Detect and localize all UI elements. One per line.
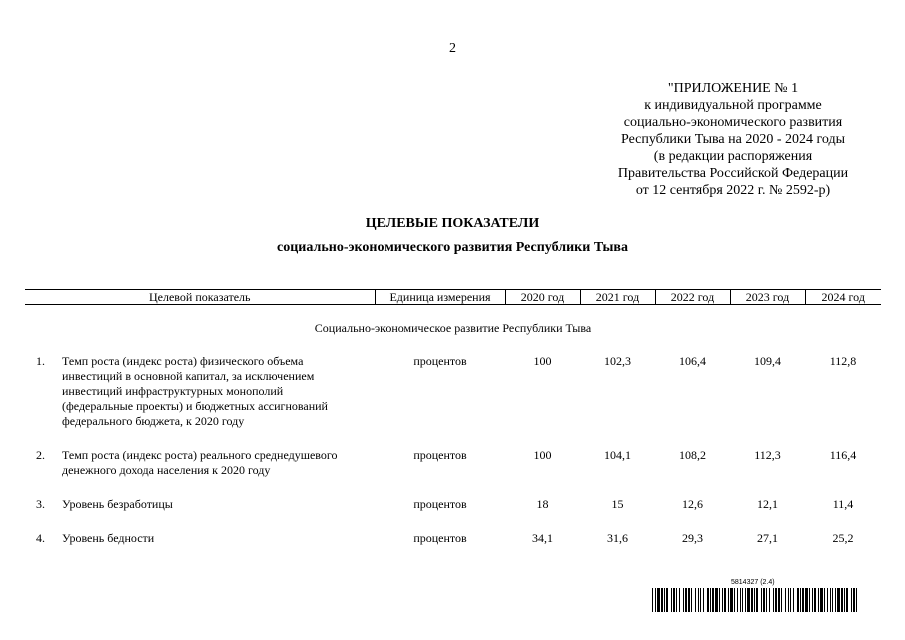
- value-cell: 34,1: [532, 531, 553, 545]
- appendix-line: Правительства Российской Федерации: [617, 166, 849, 181]
- value-cell: 18: [536, 497, 549, 511]
- section-title: Социально-экономическое развитие Республики Тыва: [314, 321, 592, 335]
- column-header: 2022 год: [655, 290, 730, 305]
- value-cell: 25,2: [832, 531, 854, 545]
- unit-cell: процентов: [413, 497, 467, 511]
- value-cell: 100: [533, 448, 552, 462]
- value-cell: 15: [611, 497, 624, 511]
- indicator-text: Уровень безработицы: [62, 497, 173, 511]
- value-cell: 109,4: [754, 354, 781, 368]
- table-header-row: [25, 290, 881, 305]
- indicator-text: Уровень бедности: [62, 531, 155, 545]
- column-header: Единица измерения: [375, 290, 505, 305]
- value-cell: 112,8: [829, 354, 857, 368]
- column-header: 2020 год: [505, 290, 580, 305]
- appendix-block: [598, 80, 868, 199]
- value-cell: 12,6: [682, 497, 703, 511]
- unit-cell: процентов: [413, 531, 467, 545]
- value-cell: 31,6: [607, 531, 628, 545]
- document-title: ЦЕЛЕВЫЕ ПОКАЗАТЕЛИ: [365, 216, 540, 231]
- value-cell: 104,1: [604, 448, 631, 462]
- indicator-cell: [25, 497, 375, 531]
- indicator-cell: [25, 531, 375, 565]
- value-cell: 102,3: [604, 354, 631, 368]
- column-header: Целевой показатель: [25, 290, 375, 305]
- table-row: [25, 497, 881, 531]
- value-cell: 11,4: [832, 497, 854, 511]
- page-number: 2: [449, 41, 456, 56]
- appendix-line: "ПРИЛОЖЕНИЕ № 1: [667, 81, 799, 96]
- row-number: 2.: [36, 448, 45, 462]
- indicator-text: Темп роста (индекс роста) физического объема инвестиций в основной капитал, за исключением инвестиций инфраструктурных монополий (федеральные проекты) и бюджетных ассигнований федерального бюджета, к 2020 году: [62, 354, 328, 428]
- barcode-icon: [652, 588, 860, 612]
- appendix-line: Республики Тыва на 2020 - 2024 годы: [620, 132, 846, 147]
- value-cell: 112,3: [754, 448, 781, 462]
- document-subtitle: социально-экономического развития Республики Тыва: [277, 240, 628, 255]
- row-number: 4.: [36, 531, 45, 545]
- indicator-cell: [25, 448, 375, 497]
- value-cell: 100: [533, 354, 552, 368]
- indicator-text: Темп роста (индекс роста) реального среднедушевого денежного дохода населения к 2020 году: [62, 448, 338, 477]
- value-cell: 27,1: [757, 531, 778, 545]
- value-cell: 116,4: [829, 448, 857, 462]
- unit-cell: процентов: [413, 354, 467, 368]
- column-header: 2024 год: [805, 290, 881, 305]
- appendix-line: (в редакции распоряжения: [653, 149, 813, 164]
- row-number: 3.: [36, 497, 45, 511]
- table-row: [25, 354, 881, 448]
- appendix-line: от 12 сентября 2022 г. № 2592-р): [635, 183, 831, 198]
- column-header: 2023 год: [730, 290, 805, 305]
- appendix-line: к индивидуальной программе: [644, 98, 822, 113]
- value-cell: 108,2: [679, 448, 706, 462]
- value-cell: 29,3: [682, 531, 703, 545]
- targets-table: [25, 289, 881, 565]
- value-cell: 106,4: [679, 354, 706, 368]
- appendix-line: социально-экономического развития: [623, 115, 843, 130]
- barcode-number: 5814327 (2.4): [731, 579, 775, 586]
- row-number: 1.: [36, 354, 45, 368]
- unit-cell: процентов: [413, 448, 467, 462]
- value-cell: 12,1: [757, 497, 778, 511]
- table-row: [25, 531, 881, 565]
- section-row: [25, 305, 881, 355]
- column-header: 2021 год: [580, 290, 655, 305]
- indicator-cell: [25, 354, 375, 448]
- table-row: [25, 448, 881, 497]
